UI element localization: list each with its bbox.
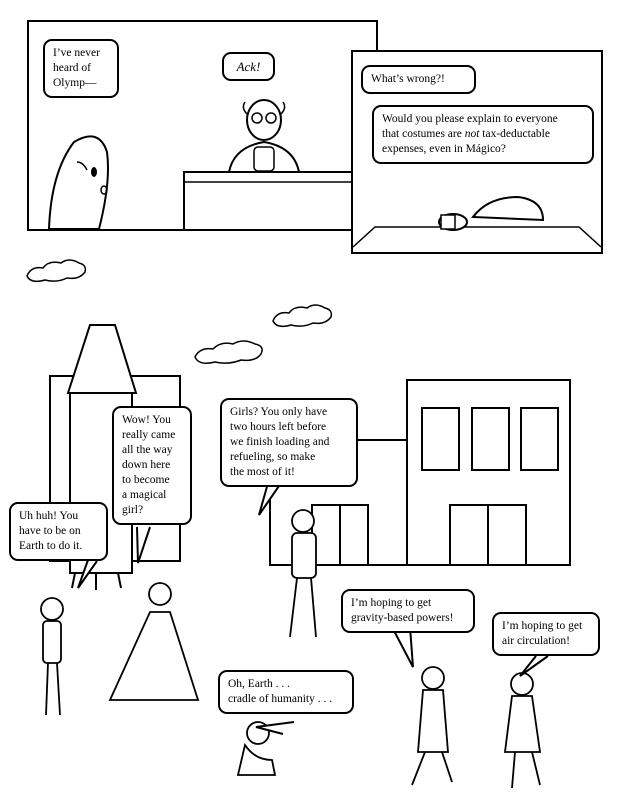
- speech-bubble-air: [492, 612, 600, 656]
- speech-text-earth: Oh, Earth . . . cradle of humanity . . .: [228, 678, 333, 705]
- speech-bubble-uh-huh: [9, 502, 108, 561]
- speech-text-explain-1: Would you please explain to everyone that costumes are: [382, 113, 558, 140]
- speech-text-girls: Girls? You only have two hours left before we finish loading and refueling, so make the most of it!: [230, 406, 330, 478]
- speech-text-whats-wrong: What’s wrong?!: [371, 73, 445, 85]
- speech-text-air: I’m hoping to get air circulation!: [502, 620, 583, 647]
- speech-text-explain-not: not: [464, 128, 480, 140]
- speech-text-wow: Wow! You really came all the way down here to become a magical girl?: [122, 414, 176, 516]
- speech-text-ack: Ack!: [236, 59, 261, 74]
- speech-bubble-girls: [220, 398, 358, 487]
- speech-text-explain-2: tax-deductable expenses, even in Mágico?: [382, 128, 550, 155]
- speech-bubble-wow: [112, 406, 192, 525]
- speech-text-uh-huh: Uh huh! You have to be on Earth to do it.: [19, 510, 83, 552]
- speech-bubble-gravity: [341, 589, 475, 633]
- speech-text-olymp: I’ve never heard of Olymp—: [53, 47, 100, 89]
- clouds: [27, 260, 331, 363]
- speech-bubble-earth: [218, 670, 354, 714]
- speech-text-gravity: I’m hoping to get gravity-based powers!: [351, 597, 454, 624]
